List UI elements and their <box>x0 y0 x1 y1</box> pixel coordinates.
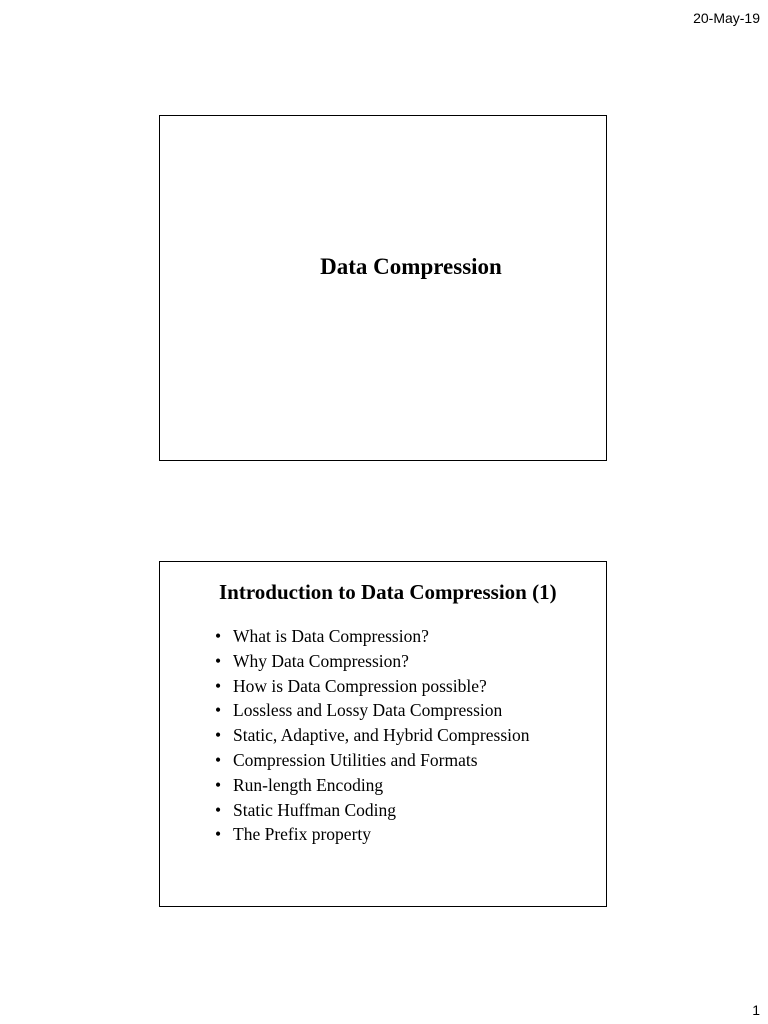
bullet-icon: • <box>215 725 222 746</box>
list-item <box>215 773 530 798</box>
list-item <box>215 798 530 823</box>
list-item-text: Lossless and Lossy Data Compression <box>233 700 503 721</box>
list-item-text: Static Huffman Coding <box>233 799 396 820</box>
bullet-icon: • <box>215 675 222 696</box>
bullet-icon: • <box>215 626 222 646</box>
list-item-text: What is Data Compression? <box>233 626 429 646</box>
list-item <box>215 748 530 773</box>
list-item <box>215 649 530 674</box>
list-item <box>215 822 530 847</box>
bullet-icon: • <box>215 824 222 845</box>
page-number: 1 <box>752 1002 760 1018</box>
page-date: 20-May-19 <box>693 10 760 26</box>
content-slide <box>159 561 607 907</box>
bullet-icon: • <box>215 700 222 721</box>
bullet-icon: • <box>215 774 222 795</box>
list-item-text: Compression Utilities and Formats <box>233 749 478 770</box>
list-item <box>215 723 530 748</box>
list-item-text: Run-length Encoding <box>233 774 384 795</box>
bullet-list <box>215 624 530 847</box>
list-item-text: Why Data Compression? <box>233 650 409 671</box>
slide-heading: Introduction to Data Compression (1) <box>219 580 557 604</box>
list-item-text: How is Data Compression possible? <box>233 675 487 696</box>
slide-title: Data Compression <box>320 254 502 279</box>
list-item-text: Static, Adaptive, and Hybrid Compression <box>233 725 530 746</box>
list-item <box>215 674 530 699</box>
list-item <box>215 624 530 649</box>
list-item <box>215 698 530 723</box>
title-slide <box>159 115 607 461</box>
bullet-icon: • <box>215 799 222 820</box>
bullet-icon: • <box>215 650 222 671</box>
bullet-icon: • <box>215 749 222 770</box>
list-item-text: The Prefix property <box>233 824 372 845</box>
